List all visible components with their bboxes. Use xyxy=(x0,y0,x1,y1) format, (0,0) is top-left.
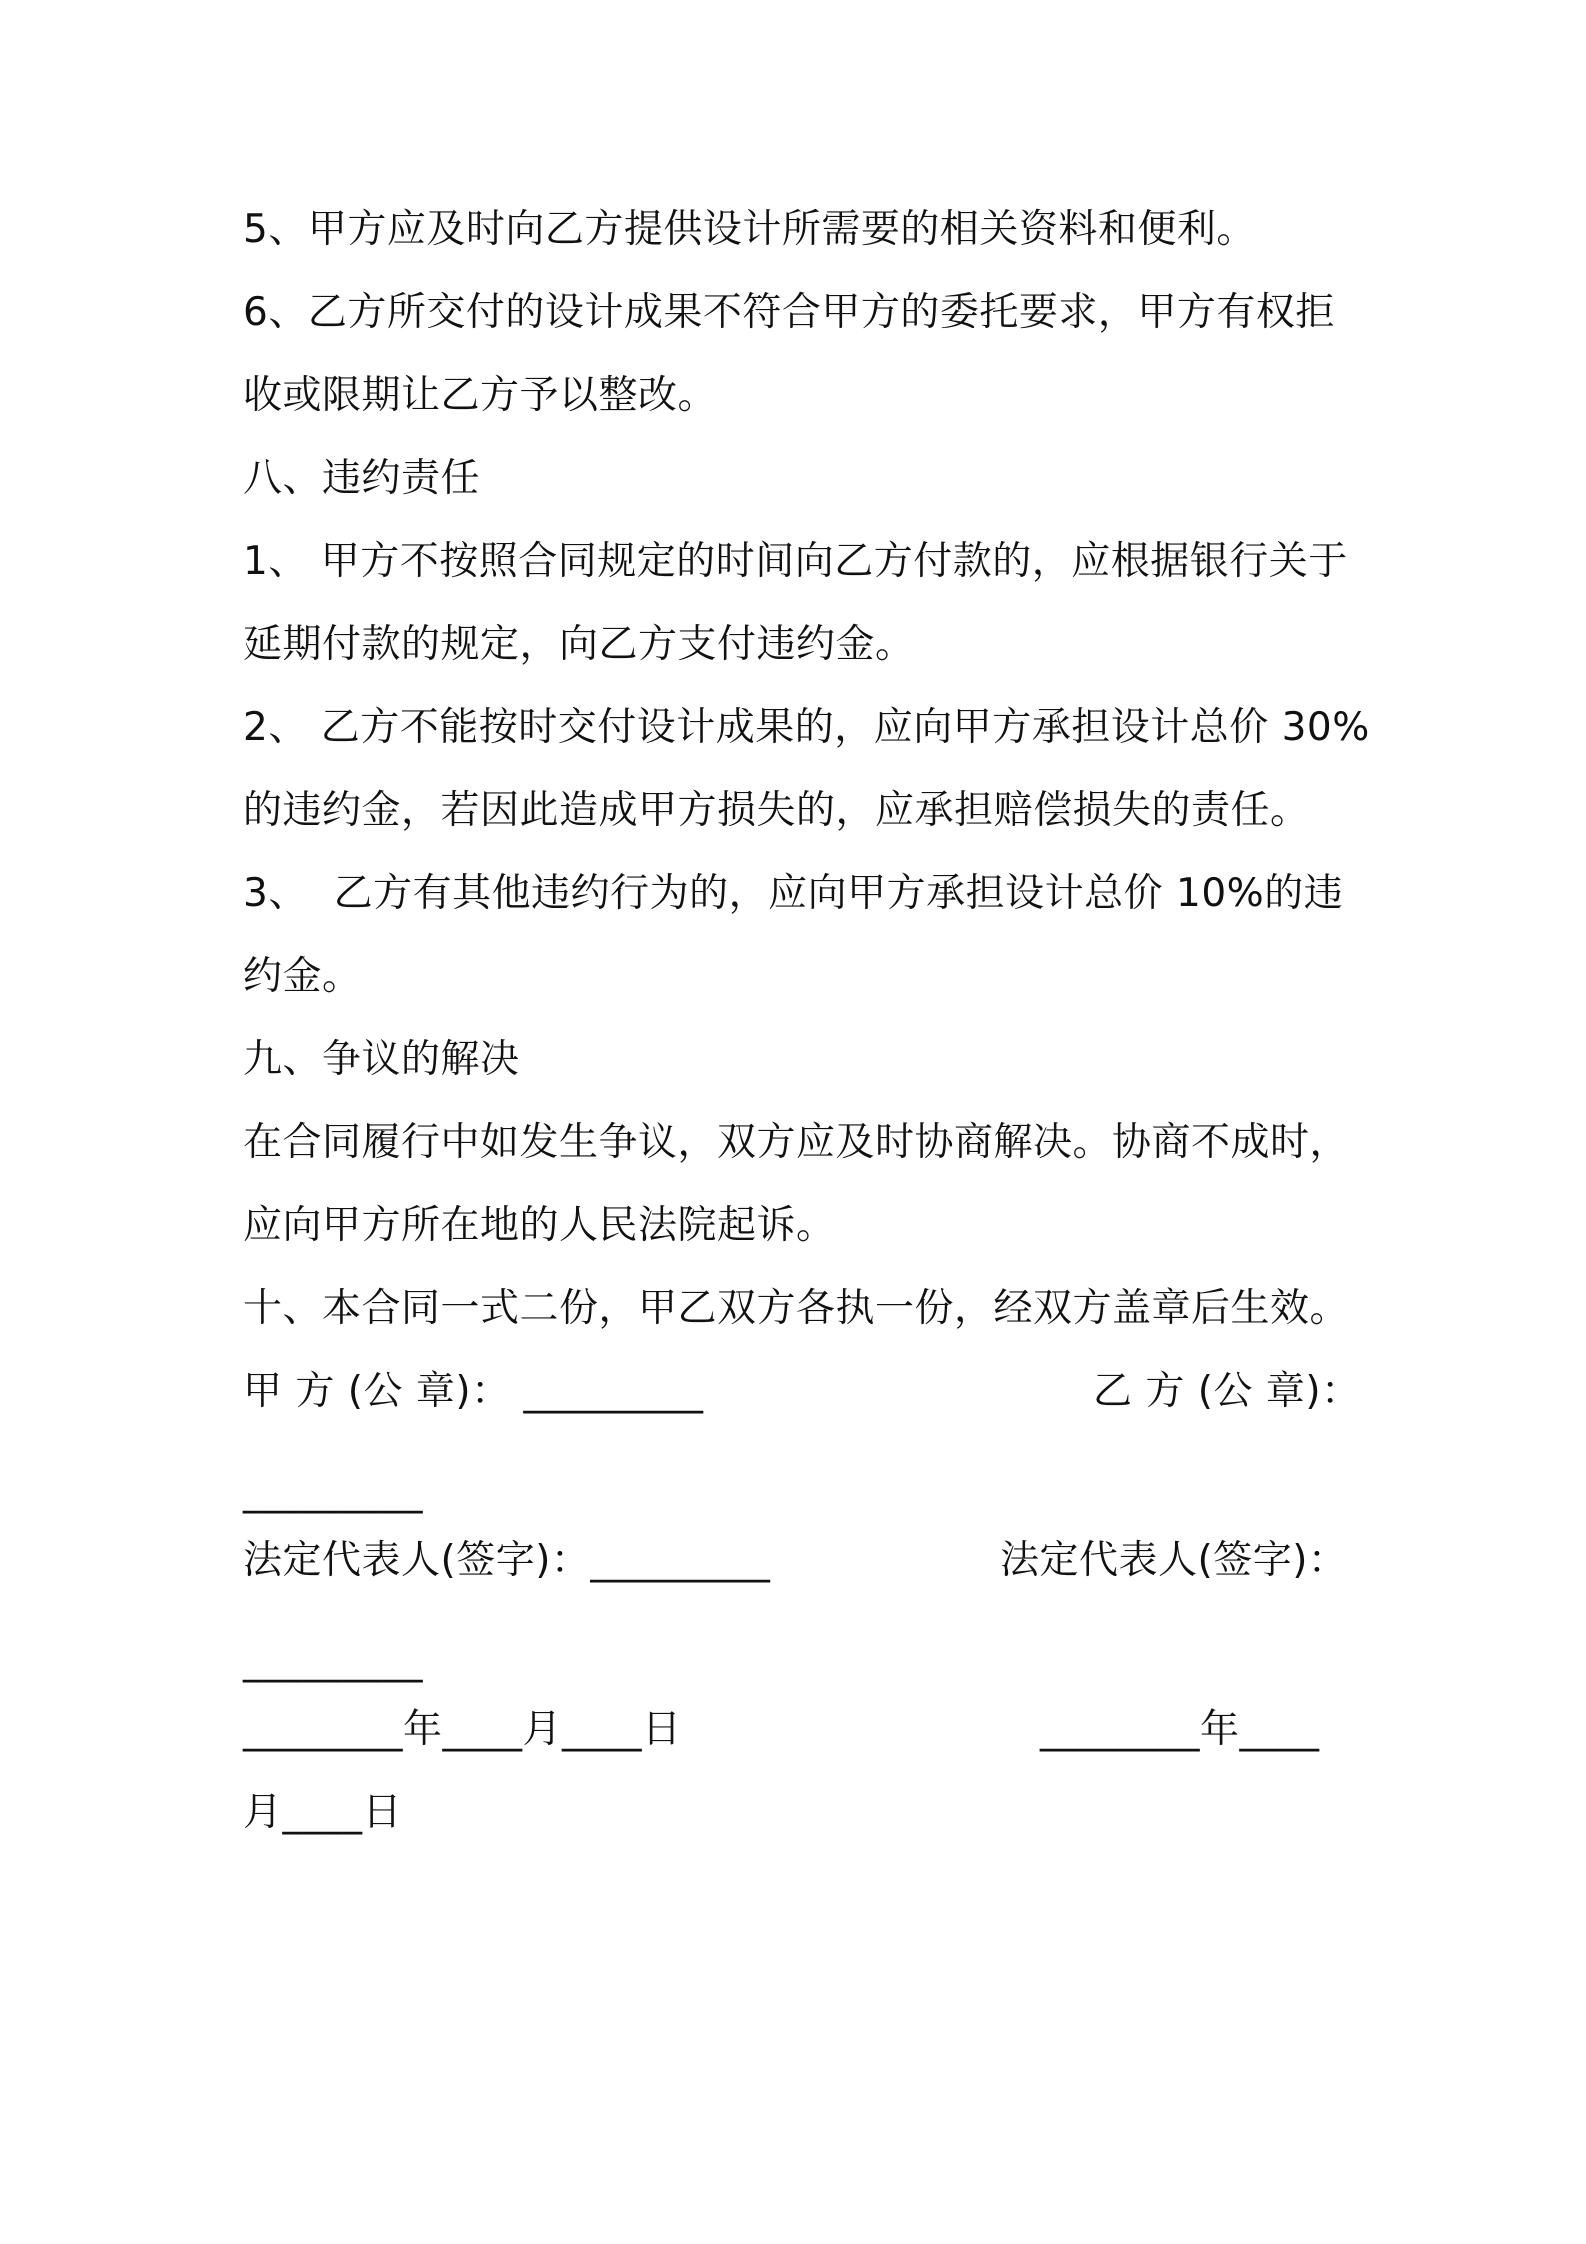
clause-7-6-cont: 收或限期让乙方予以整改。 xyxy=(243,373,718,418)
clause-8-1: 1、 甲方不按照合同规定的时间向乙方付款的，应根据银行关于 xyxy=(243,539,1348,584)
section-10: 十、本合同一式二份，甲乙双方各执一份，经双方盖章后生效。 xyxy=(243,1286,1350,1331)
party-a-date: ________年____月____日 xyxy=(243,1707,682,1752)
clause-9-text-cont: 应向甲方所在地的人民法院起诉。 xyxy=(243,1203,836,1248)
clause-8-3-cont: 约金。 xyxy=(243,954,362,999)
party-b-rep-blank: _________ xyxy=(243,1638,423,1683)
party-a-representative: 法定代表人(签字)：_________ xyxy=(243,1538,771,1583)
section-8-heading: 八、违约责任 xyxy=(243,456,481,501)
clause-8-3: 3、 乙方有其他违约行为的，应向甲方承担设计总价 10%的违 xyxy=(243,871,1344,916)
clause-8-2: 2、 乙方不能按时交付设计成果的，应向甲方承担设计总价 30% xyxy=(243,705,1370,750)
party-b-representative: 法定代表人(签字)： xyxy=(1000,1538,1348,1583)
party-b-seal-blank: _________ xyxy=(243,1469,423,1514)
party-b-seal: 乙 方 (公 章)： xyxy=(1093,1369,1361,1414)
clause-7-5: 5、甲方应及时向乙方提供设计所需要的相关资料和便利。 xyxy=(243,207,1256,252)
party-b-date-cont: 月____日 xyxy=(243,1790,403,1835)
clause-8-1-cont: 延期付款的规定，向乙方支付违约金。 xyxy=(243,622,915,667)
clause-8-2-cont: 的违约金，若因此造成甲方损失的，应承担赔偿损失的责任。 xyxy=(243,788,1310,833)
party-a-seal: 甲 方 (公 章)： _________ xyxy=(243,1369,704,1414)
clause-9-text: 在合同履行中如发生争议，双方应及时协商解决。协商不成时， xyxy=(243,1120,1350,1165)
section-9-heading: 九、争议的解决 xyxy=(243,1037,520,1082)
clause-7-6: 6、乙方所交付的设计成果不符合甲方的委托要求，甲方有权拒 xyxy=(243,290,1335,335)
party-b-date: ________年____ xyxy=(1040,1707,1320,1752)
